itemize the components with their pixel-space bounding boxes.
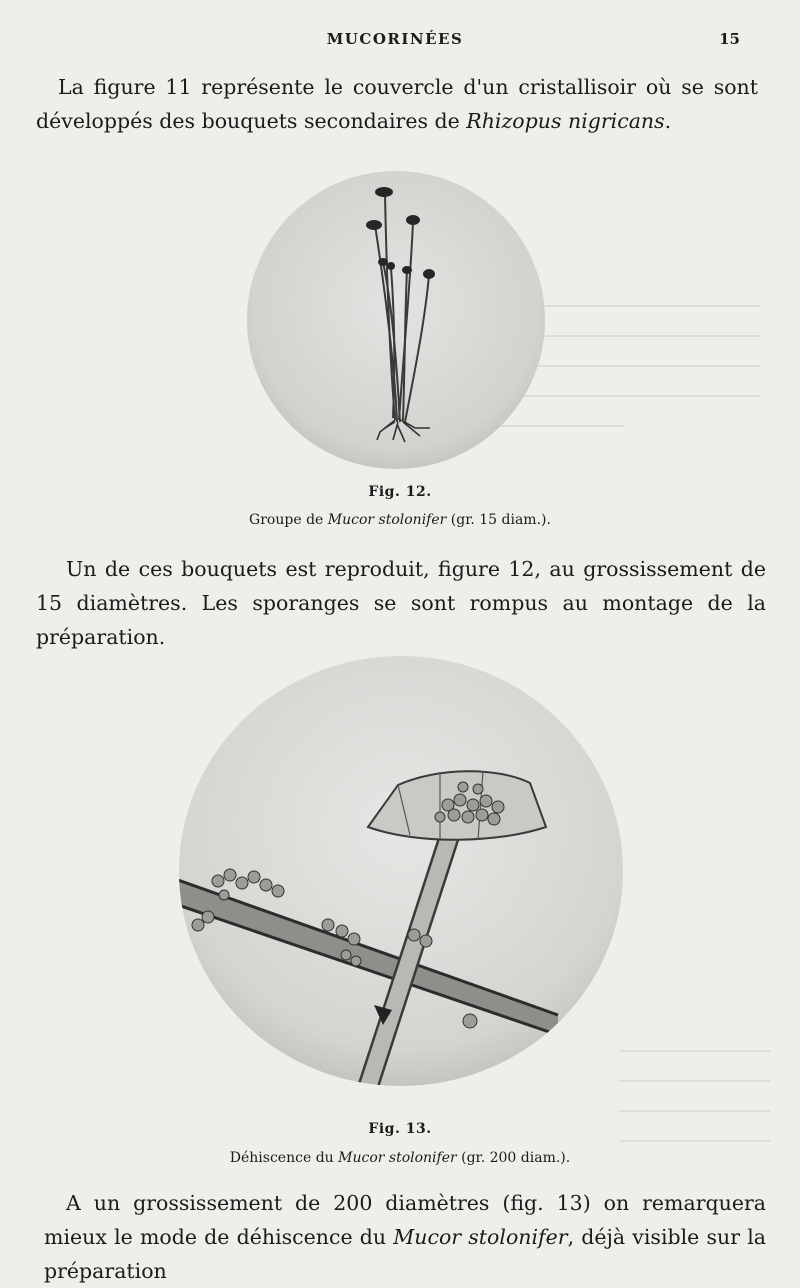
figure-12-micrograph [245,170,547,470]
paragraph-1-species: Rhizopus nigricans [466,109,665,133]
figure-13-species: Mucor stolonifer [338,1150,457,1166]
figure-12-species: Mucor stolonifer [327,512,447,528]
figure-12-label: Fig. 12. [368,484,432,500]
figure-12-caption: Groupe de Mucor stolonifer (gr. 15 diam.). [249,512,551,528]
paragraph-3-text-b: , déjà visible sur la préparation [44,1225,766,1283]
paragraph-1-text-a: La figure 11 représente le couvercle d'un cristallisoir où se sont développés des bouquets secondaires de [36,75,758,133]
paragraph-3-species: Mucor stolonifer [393,1225,568,1249]
paragraph-1-text-b: . [664,109,672,133]
paragraph-2: Un de ces bouquets est reproduit, figure 12, au grossissement de 15 diamètres. Les sporanges se sont rompus au montage de la préparation. [36,557,766,649]
page-number: 15 [719,30,740,48]
paragraph-3-text-a: A un grossissement de 200 diamètres (fig. 13) on remarquera mieux le mode de déhiscence du [44,1191,766,1249]
running-title: MUCORINÉES [326,30,464,48]
paragraph-3 [44,1186,766,1288]
paragraph-1 [36,70,758,138]
running-head [0,30,800,52]
figure-13-micrograph [178,655,624,1087]
figure-13-label: Fig. 13. [368,1121,432,1137]
figure-13-caption: Déhiscence du Mucor stolonifer (gr. 200 diam.). [229,1150,571,1166]
